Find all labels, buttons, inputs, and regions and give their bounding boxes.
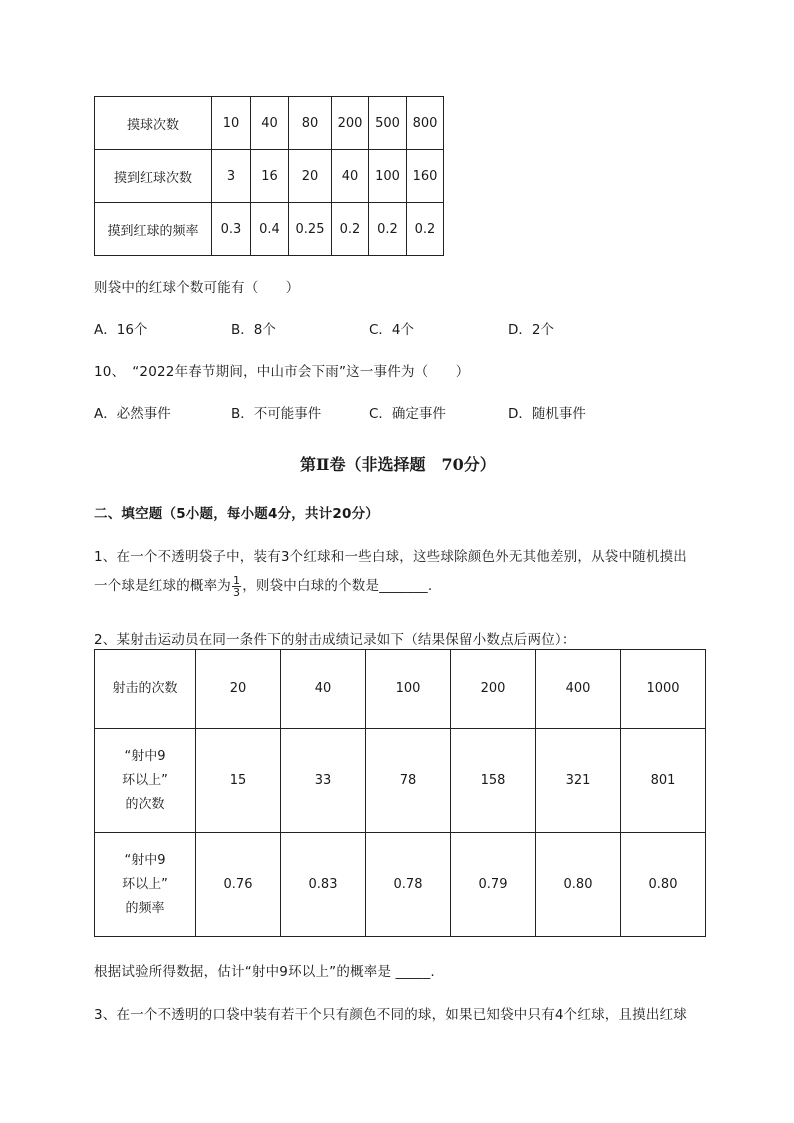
q9-stem: 则袋中的红球个数可能有（ ） bbox=[94, 280, 300, 296]
table-cell: 0.2 bbox=[369, 203, 407, 256]
table-row bbox=[95, 729, 706, 833]
table-cell: 0.80 bbox=[621, 833, 706, 937]
table-cell: 78 bbox=[366, 729, 451, 833]
row-label-line: 的次数 bbox=[125, 796, 165, 812]
table-cell: 0.79 bbox=[451, 833, 536, 937]
fq1-line1: 1、在一个不透明袋子中，装有3个红球和一些白球，这些球除颜色外无其他差别，从袋中随机摸出 bbox=[94, 549, 687, 565]
section2-heading: 二、填空题（5小题，每小题4分，共计20分） bbox=[94, 506, 379, 522]
table-cell: 10 bbox=[212, 97, 251, 150]
table-cell: 0.2 bbox=[332, 203, 369, 256]
table-cell: 40 bbox=[332, 150, 369, 203]
table-cell: 40 bbox=[251, 97, 289, 150]
q10-stem: 10、 “2022年春节期间，中山市会下雨”这一事件为（ ） bbox=[94, 364, 470, 380]
table-cell: 20 bbox=[289, 150, 332, 203]
row-label: 射击的次数 bbox=[95, 650, 196, 729]
table-cell: 200 bbox=[332, 97, 369, 150]
table-cell: 0.3 bbox=[212, 203, 251, 256]
table-cell: 0.25 bbox=[289, 203, 332, 256]
table-cell: 160 bbox=[407, 150, 444, 203]
table-cell: 20 bbox=[196, 650, 281, 729]
row-label-line: 的频率 bbox=[125, 900, 165, 916]
table-cell: 0.83 bbox=[281, 833, 366, 937]
q9-option-d: D．2个 bbox=[508, 322, 554, 338]
q10-option-c: C．确定事件 bbox=[369, 406, 446, 422]
fq2-conclusion: 根据试验所得数据，估计“射中9环以上”的概率是 _____. bbox=[94, 964, 435, 980]
table-row bbox=[95, 203, 444, 256]
table-cell: 33 bbox=[281, 729, 366, 833]
table-row bbox=[95, 97, 444, 150]
q9-option-a: A．16个 bbox=[94, 322, 148, 338]
table-cell: 3 bbox=[212, 150, 251, 203]
table-cell: 0.78 bbox=[366, 833, 451, 937]
q10-option-b: B．不可能事件 bbox=[231, 406, 322, 422]
row-label-line: “射中9 bbox=[124, 852, 166, 868]
table-cell: 0.4 bbox=[251, 203, 289, 256]
row-label: 摸球次数 bbox=[95, 97, 212, 150]
table-cell: 100 bbox=[366, 650, 451, 729]
table-cell: 0.2 bbox=[407, 203, 444, 256]
table-row bbox=[95, 833, 706, 937]
fq1-line2 bbox=[94, 574, 432, 598]
q9-option-c: C．4个 bbox=[369, 322, 415, 338]
fraction-denominator: 3 bbox=[233, 585, 241, 599]
table-cell: 801 bbox=[621, 729, 706, 833]
table-cell: 158 bbox=[451, 729, 536, 833]
row-label: 摸到红球次数 bbox=[95, 150, 212, 203]
fq3-line1: 3、在一个不透明的口袋中装有若干个只有颜色不同的球，如果已知袋中只有4个红球，且摸出红球 bbox=[94, 1007, 687, 1023]
row-label-line: 环以上” bbox=[122, 876, 168, 892]
table-cell: 1000 bbox=[621, 650, 706, 729]
table-row bbox=[95, 150, 444, 203]
table-cell: 15 bbox=[196, 729, 281, 833]
fq1-line2-pre: 一个球是红球的概率为 bbox=[94, 578, 231, 594]
ball-draw-table bbox=[94, 96, 444, 256]
table-cell: 0.76 bbox=[196, 833, 281, 937]
row-label bbox=[95, 833, 196, 937]
q10-option-a: A．必然事件 bbox=[94, 406, 171, 422]
fraction-numerator: 1 bbox=[233, 573, 241, 587]
row-label-line: 环以上” bbox=[122, 772, 168, 788]
row-label: 摸到红球的频率 bbox=[95, 203, 212, 256]
table-cell: 40 bbox=[281, 650, 366, 729]
row-label-line: “射中9 bbox=[124, 748, 166, 764]
table-cell: 80 bbox=[289, 97, 332, 150]
table-cell: 0.80 bbox=[536, 833, 621, 937]
fq1-line2-post: ，则袋中白球的个数是_______. bbox=[242, 578, 433, 594]
part2-title: 第Ⅱ卷（非选择题 70分） bbox=[300, 455, 496, 474]
row-label bbox=[95, 729, 196, 833]
q9-option-b: B．8个 bbox=[231, 322, 276, 338]
q10-option-d: D．随机事件 bbox=[508, 406, 586, 422]
shooting-record-table bbox=[94, 649, 706, 937]
table-cell: 321 bbox=[536, 729, 621, 833]
table-cell: 16 bbox=[251, 150, 289, 203]
table-cell: 100 bbox=[369, 150, 407, 203]
table-cell: 200 bbox=[451, 650, 536, 729]
fq2-stem: 2、某射击运动员在同一条件下的射击成绩记录如下（结果保留小数点后两位）： bbox=[94, 632, 576, 648]
table-row bbox=[95, 650, 706, 729]
table-cell: 800 bbox=[407, 97, 444, 150]
table-cell: 400 bbox=[536, 650, 621, 729]
fraction-one-third bbox=[232, 575, 241, 598]
table-cell: 500 bbox=[369, 97, 407, 150]
